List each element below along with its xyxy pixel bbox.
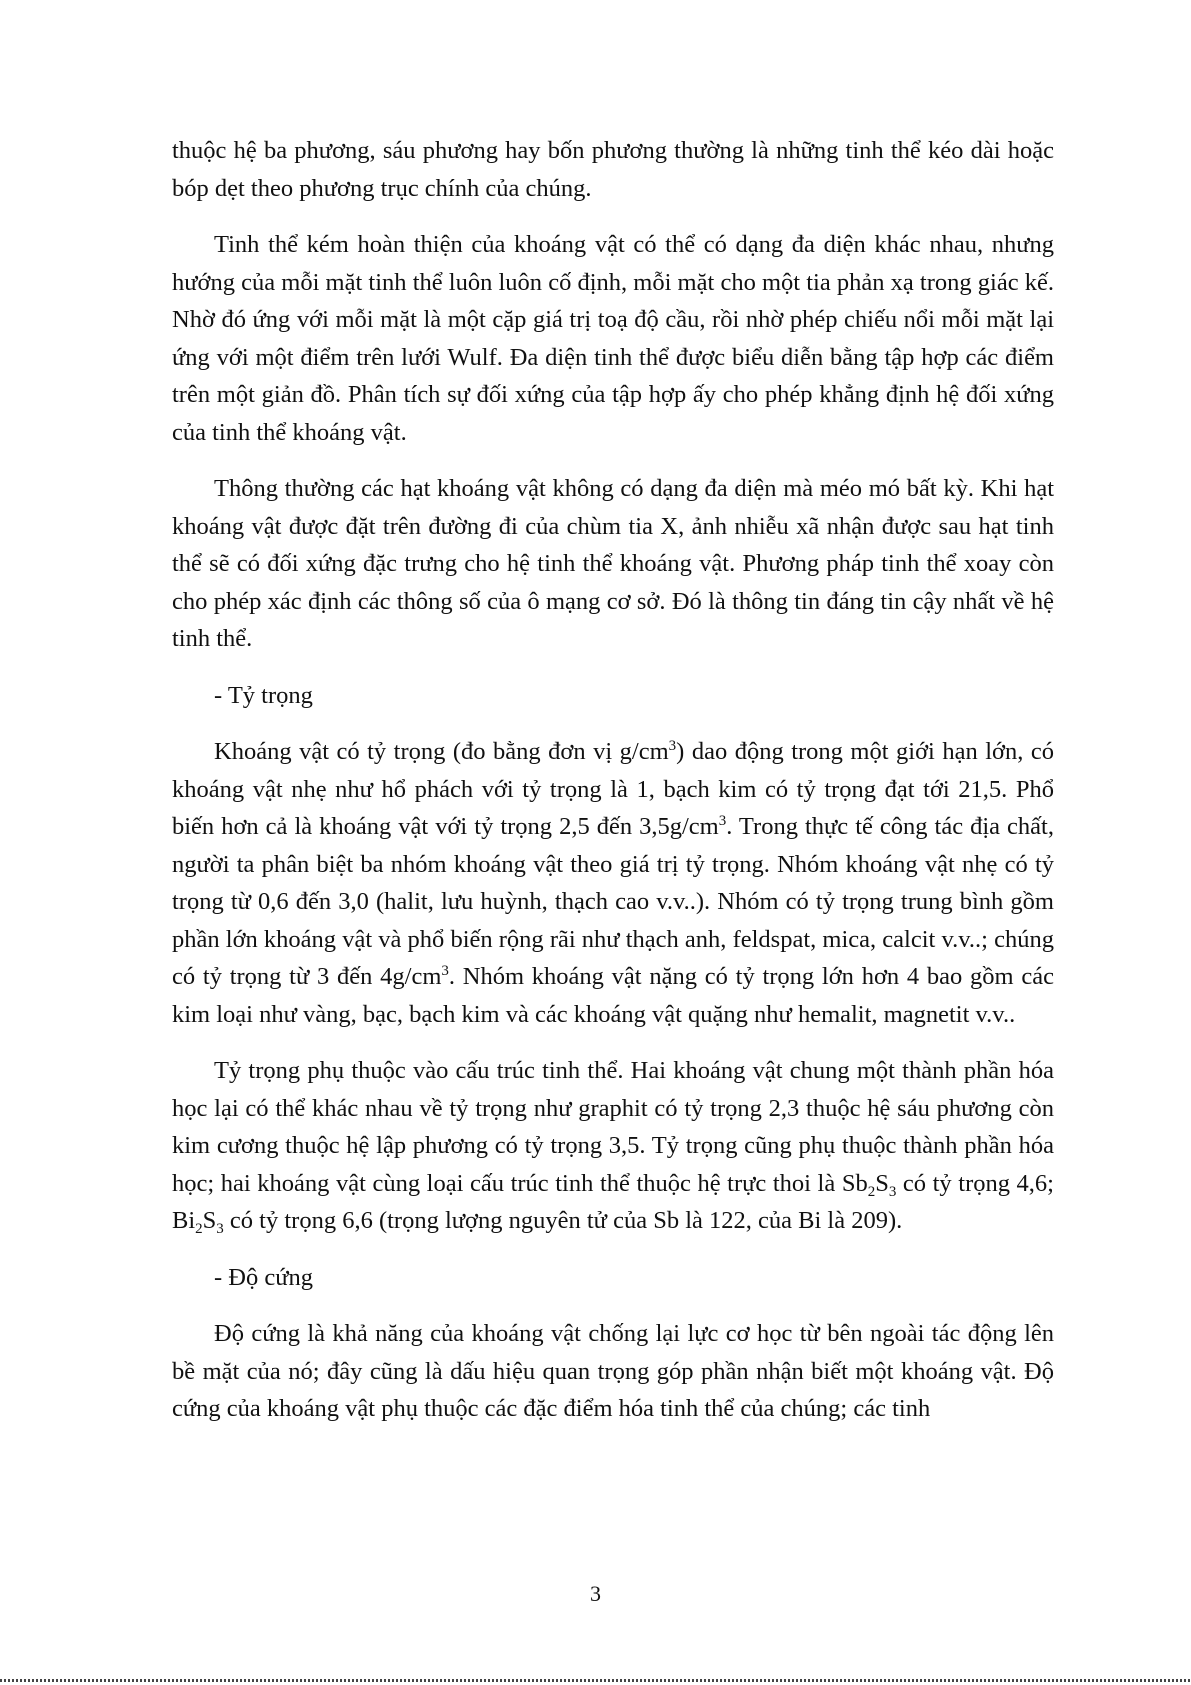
subscript: 2 bbox=[867, 1183, 876, 1200]
subscript: 2 bbox=[195, 1221, 203, 1237]
page-number: 3 bbox=[590, 1581, 601, 1606]
density-text-1: Khoáng vật có tỷ trọng (đo bằng đơn vị g/cm bbox=[214, 738, 669, 765]
structure-text-2: S bbox=[875, 1169, 889, 1197]
heading-density: - Tỷ trọng bbox=[214, 681, 313, 709]
paragraph-xray-diffraction: Thông thường các hạt khoáng vật không có dạng đa diện mà méo mó bất kỳ. Khi hạt khoáng vật được đặt trên đường đi của chùm tia X, ảnh nhiễu xã nhận được sau hạt tinh thể sẽ có đối xứng đặc trưng cho hệ tinh thể khoáng vật. Phương pháp tinh thể xoay còn cho phép xác định các thông số của ô mạng cơ sở. Đó là thông tin đáng tin cậy nhất về hệ tinh thể. bbox=[172, 475, 1054, 652]
density-text-4: . Nhóm khoáng vật nặng có tỷ trọng lớn hơn 4 bao gồm các kim loại như vàng, bạc, bạch kim và các khoáng vật quặng như hemalit, magnetit v.v.. bbox=[172, 963, 1054, 1028]
subscript: 3 bbox=[216, 1221, 224, 1237]
subscript: 3 bbox=[888, 1183, 897, 1200]
structure-text-3: có tỷ trọng 4,6; Bi bbox=[172, 1169, 1054, 1234]
document-page bbox=[172, 132, 1054, 1447]
scan-edge-divider bbox=[0, 1679, 1191, 1682]
density-text-2: ) dao động trong một giới hạn lớn, có khoáng vật nhẹ như hổ phách với tỷ trọng là 1, bạch kim có tỷ trọng đạt tới 21,5. Phổ biến hơn cả là khoáng vật với tỷ trọng 2,5 đến 3,5g/cm bbox=[172, 738, 1054, 840]
superscript-3: 3 bbox=[441, 963, 449, 979]
heading-hardness: - Độ cứng bbox=[214, 1263, 314, 1291]
paragraph-imperfect-crystals: Tinh thể kém hoàn thiện của khoáng vật có thể có dạng đa diện khác nhau, nhưng hướng của mỗi mặt tinh thể luôn luôn cố định, mỗi mặt cho một tia phản xạ trong giác kế. Nhờ đó ứng với mỗi mặt là một cặp giá trị toạ độ cầu, rồi nhờ phép chiếu nổi mỗi mặt lại ứng với một điểm trên lưới Wulf. Đa diện tinh thể được biểu diễn bằng tập hợp các điểm trên một giản đồ. Phân tích sự đối xứng của tập hợp ấy cho phép khẳng định hệ đối xứng của tinh thể khoáng vật. bbox=[172, 231, 1054, 446]
structure-text-5: có tỷ trọng 6,6 (trọng lượng nguyên tử của Sb là 122, của Bi là 209). bbox=[223, 1207, 903, 1234]
structure-text-4: S bbox=[202, 1207, 217, 1234]
superscript-3: 3 bbox=[668, 738, 677, 754]
structure-text-1: Tỷ trọng phụ thuộc vào cấu trúc tinh thể. Hai khoáng vật chung một thành phần hóa học lại có thể khác nhau về tỷ trọng như graphit có tỷ trọng 2,3 thuộc hệ sáu phương còn kim cương thuộc hệ lập phương có tỷ trọng 3,5. Tỷ trọng cũng phụ thuộc thành phần hóa học; hai khoáng vật cùng loại cấu trúc tinh thể thuộc hệ trực thoi là Sb bbox=[172, 1057, 1054, 1197]
paragraph-density-structure bbox=[172, 1052, 1054, 1240]
density-text-3: . Trong thực tế công tác địa chất, người ta phân biệt ba nhóm khoáng vật theo giá trị tỷ trọng. Nhóm khoáng vật nhẹ có tỷ trọng từ 0,6 đến 3,0 (halit, lưu huỳnh, thạch cao v.v..). Nhóm có tỷ trọng trung bình gồm phần lớn khoáng vật và phổ biến rộng rãi như thạch anh, feldspat, mica, calcit v.v..; chúng có tỷ trọng từ 3 đến 4g/cm bbox=[172, 813, 1054, 990]
paragraph-density bbox=[172, 733, 1054, 1033]
paragraph-crystal-systems: thuộc hệ ba phương, sáu phương hay bốn phương thường là những tinh thể kéo dài hoặc bóp dẹt theo phương trục chính của chúng. bbox=[172, 137, 1054, 202]
superscript-3: 3 bbox=[718, 813, 727, 829]
paragraph-hardness: Độ cứng là khả năng của khoáng vật chống lại lực cơ học từ bên ngoài tác động lên bề mặt của nó; đây cũng là dấu hiệu quan trọng góp phần nhận biết một khoáng vật. Độ cứng của khoáng vật phụ thuộc các đặc điểm hóa tinh thể của chúng; các tinh bbox=[172, 1320, 1054, 1422]
